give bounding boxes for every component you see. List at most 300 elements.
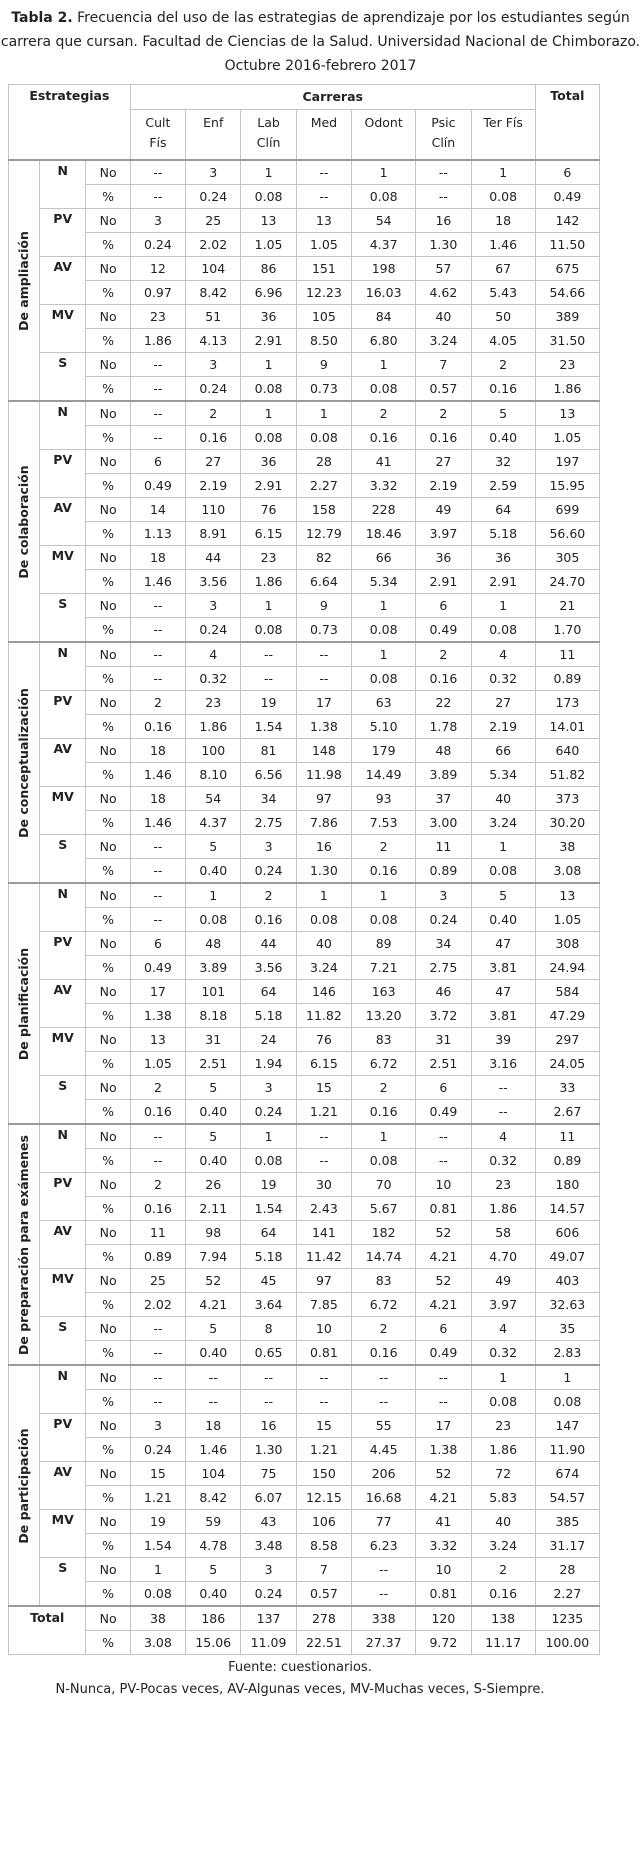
data-cell: 0.32: [471, 1149, 535, 1173]
data-cell: 76: [296, 1028, 351, 1052]
data-cell: 3.81: [471, 956, 535, 980]
table-row: [9, 377, 600, 402]
data-cell: 158: [296, 498, 351, 522]
row-label-count: No: [86, 1462, 130, 1486]
row-label-percent: %: [86, 1534, 130, 1558]
table-row: [9, 715, 600, 739]
table-row: [9, 883, 600, 908]
row-label-count: No: [86, 642, 130, 667]
table-row: [9, 426, 600, 450]
data-cell: 3: [416, 883, 471, 908]
total-cell: 0.89: [535, 1149, 599, 1173]
data-cell: 5.83: [471, 1486, 535, 1510]
data-cell: 16: [241, 1414, 296, 1438]
row-label-percent: %: [86, 763, 130, 787]
data-cell: 0.40: [186, 1582, 241, 1607]
row-label-percent: %: [86, 1486, 130, 1510]
data-cell: 0.57: [296, 1582, 351, 1607]
total-cell: 1.86: [535, 377, 599, 402]
row-label-percent: %: [86, 956, 130, 980]
data-cell: 4.05: [471, 329, 535, 353]
data-cell: 0.16: [352, 1341, 416, 1366]
data-cell: 105: [296, 305, 351, 329]
row-label-percent: %: [86, 426, 130, 450]
row-label-percent: %: [86, 859, 130, 884]
data-cell: 3.56: [186, 570, 241, 594]
table-row: [9, 1534, 600, 1558]
total-cell: 2.83: [535, 1341, 599, 1366]
total-cell: 305: [535, 546, 599, 570]
total-cell: 24.94: [535, 956, 599, 980]
data-cell: 66: [352, 546, 416, 570]
career-name-line-2: Clín: [431, 135, 456, 150]
data-cell: 4: [471, 1124, 535, 1149]
data-cell: 1.05: [130, 1052, 185, 1076]
data-cell: 40: [471, 1510, 535, 1534]
data-cell: 0.08: [352, 618, 416, 643]
data-cell: --: [130, 401, 185, 426]
data-cell: 1.05: [241, 233, 296, 257]
data-cell: --: [130, 1341, 185, 1366]
career-header: [352, 110, 416, 161]
data-cell: 7.21: [352, 956, 416, 980]
total-cell: 308: [535, 932, 599, 956]
row-label-percent: %: [86, 377, 130, 402]
data-cell: 1: [352, 642, 416, 667]
row-label-percent: %: [86, 1052, 130, 1076]
data-cell: 3.24: [296, 956, 351, 980]
data-cell: 0.08: [352, 185, 416, 209]
total-cell: 28: [535, 1558, 599, 1582]
header-total: Total: [535, 85, 599, 161]
data-cell: 2.51: [416, 1052, 471, 1076]
frequency-level: PV: [39, 209, 85, 257]
data-cell: --: [296, 185, 351, 209]
data-cell: --: [352, 1390, 416, 1414]
data-cell: 3: [130, 1414, 185, 1438]
total-cell: 15.06: [186, 1631, 241, 1655]
data-cell: 15: [296, 1414, 351, 1438]
data-cell: 0.40: [471, 908, 535, 932]
data-cell: 10: [296, 1317, 351, 1341]
table-row: [9, 811, 600, 835]
data-cell: 0.16: [416, 667, 471, 691]
data-cell: 44: [186, 546, 241, 570]
total-cell: 31.17: [535, 1534, 599, 1558]
data-cell: --: [241, 667, 296, 691]
row-label-count: No: [86, 1510, 130, 1534]
data-cell: 31: [416, 1028, 471, 1052]
table-row: [9, 1486, 600, 1510]
row-label-percent: %: [86, 715, 130, 739]
data-cell: 2.91: [241, 474, 296, 498]
data-cell: 6.64: [296, 570, 351, 594]
data-cell: 52: [416, 1462, 471, 1486]
data-cell: 1.30: [241, 1438, 296, 1462]
table-row: [9, 1124, 600, 1149]
table-row: [9, 1269, 600, 1293]
data-cell: 2.02: [186, 233, 241, 257]
frequency-level: N: [39, 1365, 85, 1414]
data-cell: 15: [130, 1462, 185, 1486]
career-header: [296, 110, 351, 161]
data-cell: 3: [186, 353, 241, 377]
data-cell: 0.08: [241, 185, 296, 209]
data-cell: 1.54: [130, 1534, 185, 1558]
data-cell: 3: [130, 209, 185, 233]
table-row: [9, 1558, 600, 1582]
data-cell: 6: [416, 1076, 471, 1100]
career-name-line-1: Cult: [145, 115, 171, 130]
data-cell: 3.48: [241, 1534, 296, 1558]
data-cell: 2.19: [416, 474, 471, 498]
total-cell: 14.57: [535, 1197, 599, 1221]
data-cell: 3.56: [241, 956, 296, 980]
data-cell: 0.08: [471, 618, 535, 643]
data-cell: 0.81: [416, 1197, 471, 1221]
table-row: [9, 474, 600, 498]
data-cell: 2: [130, 691, 185, 715]
row-label-count: No: [86, 1124, 130, 1149]
total-cell: 11.17: [471, 1631, 535, 1655]
data-cell: 52: [416, 1269, 471, 1293]
data-cell: 0.24: [186, 185, 241, 209]
row-label-count: No: [86, 835, 130, 859]
data-cell: 1.13: [130, 522, 185, 546]
row-label-percent: %: [86, 667, 130, 691]
total-cell: 14.01: [535, 715, 599, 739]
row-label-percent: %: [86, 1390, 130, 1414]
data-cell: 4.37: [352, 233, 416, 257]
table-row: [9, 667, 600, 691]
data-cell: 10: [416, 1173, 471, 1197]
data-cell: 0.40: [186, 859, 241, 884]
data-cell: 3.89: [416, 763, 471, 787]
table-row: [9, 908, 600, 932]
frequency-level: PV: [39, 932, 85, 980]
data-cell: 34: [241, 787, 296, 811]
row-label-count: No: [86, 1414, 130, 1438]
data-cell: 0.24: [130, 233, 185, 257]
row-label-percent: %: [86, 281, 130, 305]
data-cell: 3: [241, 1558, 296, 1582]
total-cell: 51.82: [535, 763, 599, 787]
frequency-level: MV: [39, 305, 85, 353]
data-cell: 6.15: [241, 522, 296, 546]
data-cell: 37: [416, 787, 471, 811]
total-cell: 180: [535, 1173, 599, 1197]
row-label-percent: %: [86, 1149, 130, 1173]
total-cell: 32.63: [535, 1293, 599, 1317]
row-label-percent: %: [86, 1341, 130, 1366]
data-cell: 9: [296, 594, 351, 618]
data-cell: 8.42: [186, 1486, 241, 1510]
total-cell: 699: [535, 498, 599, 522]
data-cell: 1: [241, 160, 296, 185]
data-cell: 2: [352, 835, 416, 859]
table-row: [9, 1293, 600, 1317]
data-cell: 0.08: [130, 1582, 185, 1607]
data-cell: 0.16: [416, 426, 471, 450]
data-cell: 4.21: [416, 1245, 471, 1269]
data-cell: 0.08: [352, 377, 416, 402]
data-cell: 82: [296, 546, 351, 570]
frequency-level: S: [39, 594, 85, 643]
data-cell: 34: [416, 932, 471, 956]
table-row: [9, 859, 600, 884]
data-cell: 163: [352, 980, 416, 1004]
data-cell: 25: [130, 1269, 185, 1293]
data-cell: 7: [296, 1558, 351, 1582]
row-label-count: No: [86, 546, 130, 570]
row-label-percent: %: [86, 1100, 130, 1125]
data-cell: --: [130, 185, 185, 209]
data-cell: 5.34: [471, 763, 535, 787]
data-cell: 18: [130, 787, 185, 811]
table-row: [9, 932, 600, 956]
career-header: [471, 110, 535, 161]
total-cell: 2.27: [535, 1582, 599, 1607]
table-row: [9, 691, 600, 715]
data-cell: 1.21: [130, 1486, 185, 1510]
row-label-count: No: [86, 160, 130, 185]
total-cell: 403: [535, 1269, 599, 1293]
abbreviation-legend: N-Nunca, PV-Pocas veces, AV-Algunas veces, MV-Muchas veces, S-Siempre.: [55, 1682, 545, 1697]
data-cell: 2: [416, 642, 471, 667]
data-cell: 13: [130, 1028, 185, 1052]
caption-table-number: Tabla 2.: [11, 10, 73, 26]
total-cell: 31.50: [535, 329, 599, 353]
table-row: [9, 233, 600, 257]
data-cell: 0.08: [296, 908, 351, 932]
data-cell: 141: [296, 1221, 351, 1245]
data-cell: 72: [471, 1462, 535, 1486]
data-cell: 2: [352, 1076, 416, 1100]
row-label-percent: %: [86, 1438, 130, 1462]
data-cell: --: [130, 1390, 185, 1414]
row-label-percent: %: [86, 474, 130, 498]
frequency-level: S: [39, 1317, 85, 1366]
table-row: [9, 522, 600, 546]
data-cell: 58: [471, 1221, 535, 1245]
total-cell: 0.49: [535, 185, 599, 209]
data-cell: 0.81: [296, 1341, 351, 1366]
data-cell: --: [352, 1582, 416, 1607]
total-cell: 38: [535, 835, 599, 859]
career-header: [186, 110, 241, 161]
row-label-percent: %: [86, 1245, 130, 1269]
table-row: [9, 1004, 600, 1028]
table-row: [9, 305, 600, 329]
caption-line-2: carrera que cursan. Facultad de Ciencias de la Salud. Universidad Nacional de Chimborazo.: [0, 34, 641, 50]
total-cell: 13: [535, 401, 599, 426]
data-cell: 1.94: [241, 1052, 296, 1076]
data-cell: --: [130, 426, 185, 450]
data-cell: 40: [416, 305, 471, 329]
data-cell: 13: [296, 209, 351, 233]
table-row: [9, 739, 600, 763]
data-cell: 7.53: [352, 811, 416, 835]
data-cell: 6: [416, 594, 471, 618]
career-name-line-1: Ter Fís: [483, 115, 523, 130]
frequency-level: PV: [39, 1173, 85, 1221]
data-cell: --: [186, 1365, 241, 1390]
data-cell: 30: [296, 1173, 351, 1197]
total-cell: 11.09: [241, 1631, 296, 1655]
data-cell: 5.43: [471, 281, 535, 305]
total-cell: 674: [535, 1462, 599, 1486]
data-cell: --: [130, 353, 185, 377]
total-cell: 138: [471, 1606, 535, 1631]
data-cell: 3.24: [416, 329, 471, 353]
data-cell: 1.54: [241, 1197, 296, 1221]
data-cell: --: [296, 1124, 351, 1149]
data-cell: 16.68: [352, 1486, 416, 1510]
strategy-group-name: De colaboración: [15, 464, 31, 579]
data-cell: 1.86: [241, 570, 296, 594]
data-cell: 52: [186, 1269, 241, 1293]
total-cell: 120: [416, 1606, 471, 1631]
data-cell: 49: [471, 1269, 535, 1293]
data-cell: 1.30: [296, 859, 351, 884]
data-cell: 5.18: [241, 1245, 296, 1269]
total-cell: 3.08: [130, 1631, 185, 1655]
row-label-count: No: [86, 1221, 130, 1245]
data-cell: 67: [471, 257, 535, 281]
table-row: [9, 594, 600, 618]
row-label-count: No: [86, 691, 130, 715]
data-cell: --: [416, 160, 471, 185]
data-cell: 0.97: [130, 281, 185, 305]
data-cell: 2.91: [241, 329, 296, 353]
total-cell: 137: [241, 1606, 296, 1631]
data-cell: 1: [186, 883, 241, 908]
total-cell: 11: [535, 642, 599, 667]
total-cell: 27.37: [352, 1631, 416, 1655]
data-cell: 100: [186, 739, 241, 763]
row-label-count: No: [86, 257, 130, 281]
total-cell: 389: [535, 305, 599, 329]
data-cell: --: [130, 160, 185, 185]
data-cell: 10: [416, 1558, 471, 1582]
data-cell: --: [296, 1365, 351, 1390]
table-body: [9, 85, 600, 1655]
data-cell: 7: [416, 353, 471, 377]
data-cell: 2: [352, 401, 416, 426]
row-label-count: No: [86, 787, 130, 811]
career-header: [416, 110, 471, 161]
table-row: [9, 1390, 600, 1414]
table-row: [9, 160, 600, 185]
total-cell: 11: [535, 1124, 599, 1149]
data-cell: 0.40: [471, 426, 535, 450]
data-cell: 64: [241, 980, 296, 1004]
data-cell: 0.40: [186, 1149, 241, 1173]
total-cell: 606: [535, 1221, 599, 1245]
row-label-percent: %: [86, 908, 130, 932]
data-cell: 2: [130, 1173, 185, 1197]
row-label-count: No: [86, 1365, 130, 1390]
total-cell: 1.05: [535, 426, 599, 450]
data-cell: 4.21: [416, 1486, 471, 1510]
data-cell: 0.32: [471, 1341, 535, 1366]
frequency-table: [8, 84, 600, 1655]
total-cell: 33: [535, 1076, 599, 1100]
data-cell: 5.34: [352, 570, 416, 594]
row-label-count: No: [86, 1606, 130, 1631]
frequency-level: AV: [39, 1462, 85, 1510]
row-label-count: No: [86, 1269, 130, 1293]
data-cell: 0.16: [241, 908, 296, 932]
data-cell: 17: [296, 691, 351, 715]
total-cell: 142: [535, 209, 599, 233]
data-cell: 2: [352, 1317, 416, 1341]
total-row: [9, 1606, 600, 1631]
data-cell: --: [130, 594, 185, 618]
data-cell: 47: [471, 932, 535, 956]
data-cell: 1.86: [471, 1197, 535, 1221]
total-cell: 338: [352, 1606, 416, 1631]
data-cell: 16: [416, 209, 471, 233]
data-cell: --: [130, 377, 185, 402]
total-cell: 385: [535, 1510, 599, 1534]
data-cell: 50: [471, 305, 535, 329]
data-cell: 3.97: [416, 522, 471, 546]
data-cell: 1.86: [186, 715, 241, 739]
data-cell: 97: [296, 787, 351, 811]
table-row: [9, 1438, 600, 1462]
data-cell: 1: [471, 1365, 535, 1390]
data-cell: 206: [352, 1462, 416, 1486]
data-cell: 148: [296, 739, 351, 763]
data-cell: 1.21: [296, 1100, 351, 1125]
data-cell: 0.16: [352, 859, 416, 884]
data-cell: 0.49: [416, 1100, 471, 1125]
total-cell: 47.29: [535, 1004, 599, 1028]
total-cell: 297: [535, 1028, 599, 1052]
data-cell: 8.58: [296, 1534, 351, 1558]
data-cell: 12.23: [296, 281, 351, 305]
data-cell: 1: [352, 883, 416, 908]
data-cell: 0.49: [130, 956, 185, 980]
data-cell: 0.32: [471, 667, 535, 691]
data-cell: 1: [130, 1558, 185, 1582]
data-cell: 3.89: [186, 956, 241, 980]
data-cell: 2.27: [296, 474, 351, 498]
data-cell: 84: [352, 305, 416, 329]
data-cell: 89: [352, 932, 416, 956]
row-label-percent: %: [86, 1004, 130, 1028]
data-cell: 2: [416, 401, 471, 426]
total-cell: 6: [535, 160, 599, 185]
data-cell: 5: [471, 883, 535, 908]
row-label-count: No: [86, 353, 130, 377]
total-cell: 3.08: [535, 859, 599, 884]
data-cell: 8.91: [186, 522, 241, 546]
data-cell: 23: [186, 691, 241, 715]
total-cell: 23: [535, 353, 599, 377]
career-name-line-2: Clín: [256, 135, 281, 150]
data-cell: 23: [471, 1173, 535, 1197]
data-cell: 4.78: [186, 1534, 241, 1558]
data-cell: --: [416, 1390, 471, 1414]
data-cell: 3.24: [471, 1534, 535, 1558]
data-cell: 5: [186, 835, 241, 859]
row-label-count: No: [86, 450, 130, 474]
data-cell: 66: [471, 739, 535, 763]
table-caption: [0, 0, 641, 78]
data-cell: --: [296, 667, 351, 691]
